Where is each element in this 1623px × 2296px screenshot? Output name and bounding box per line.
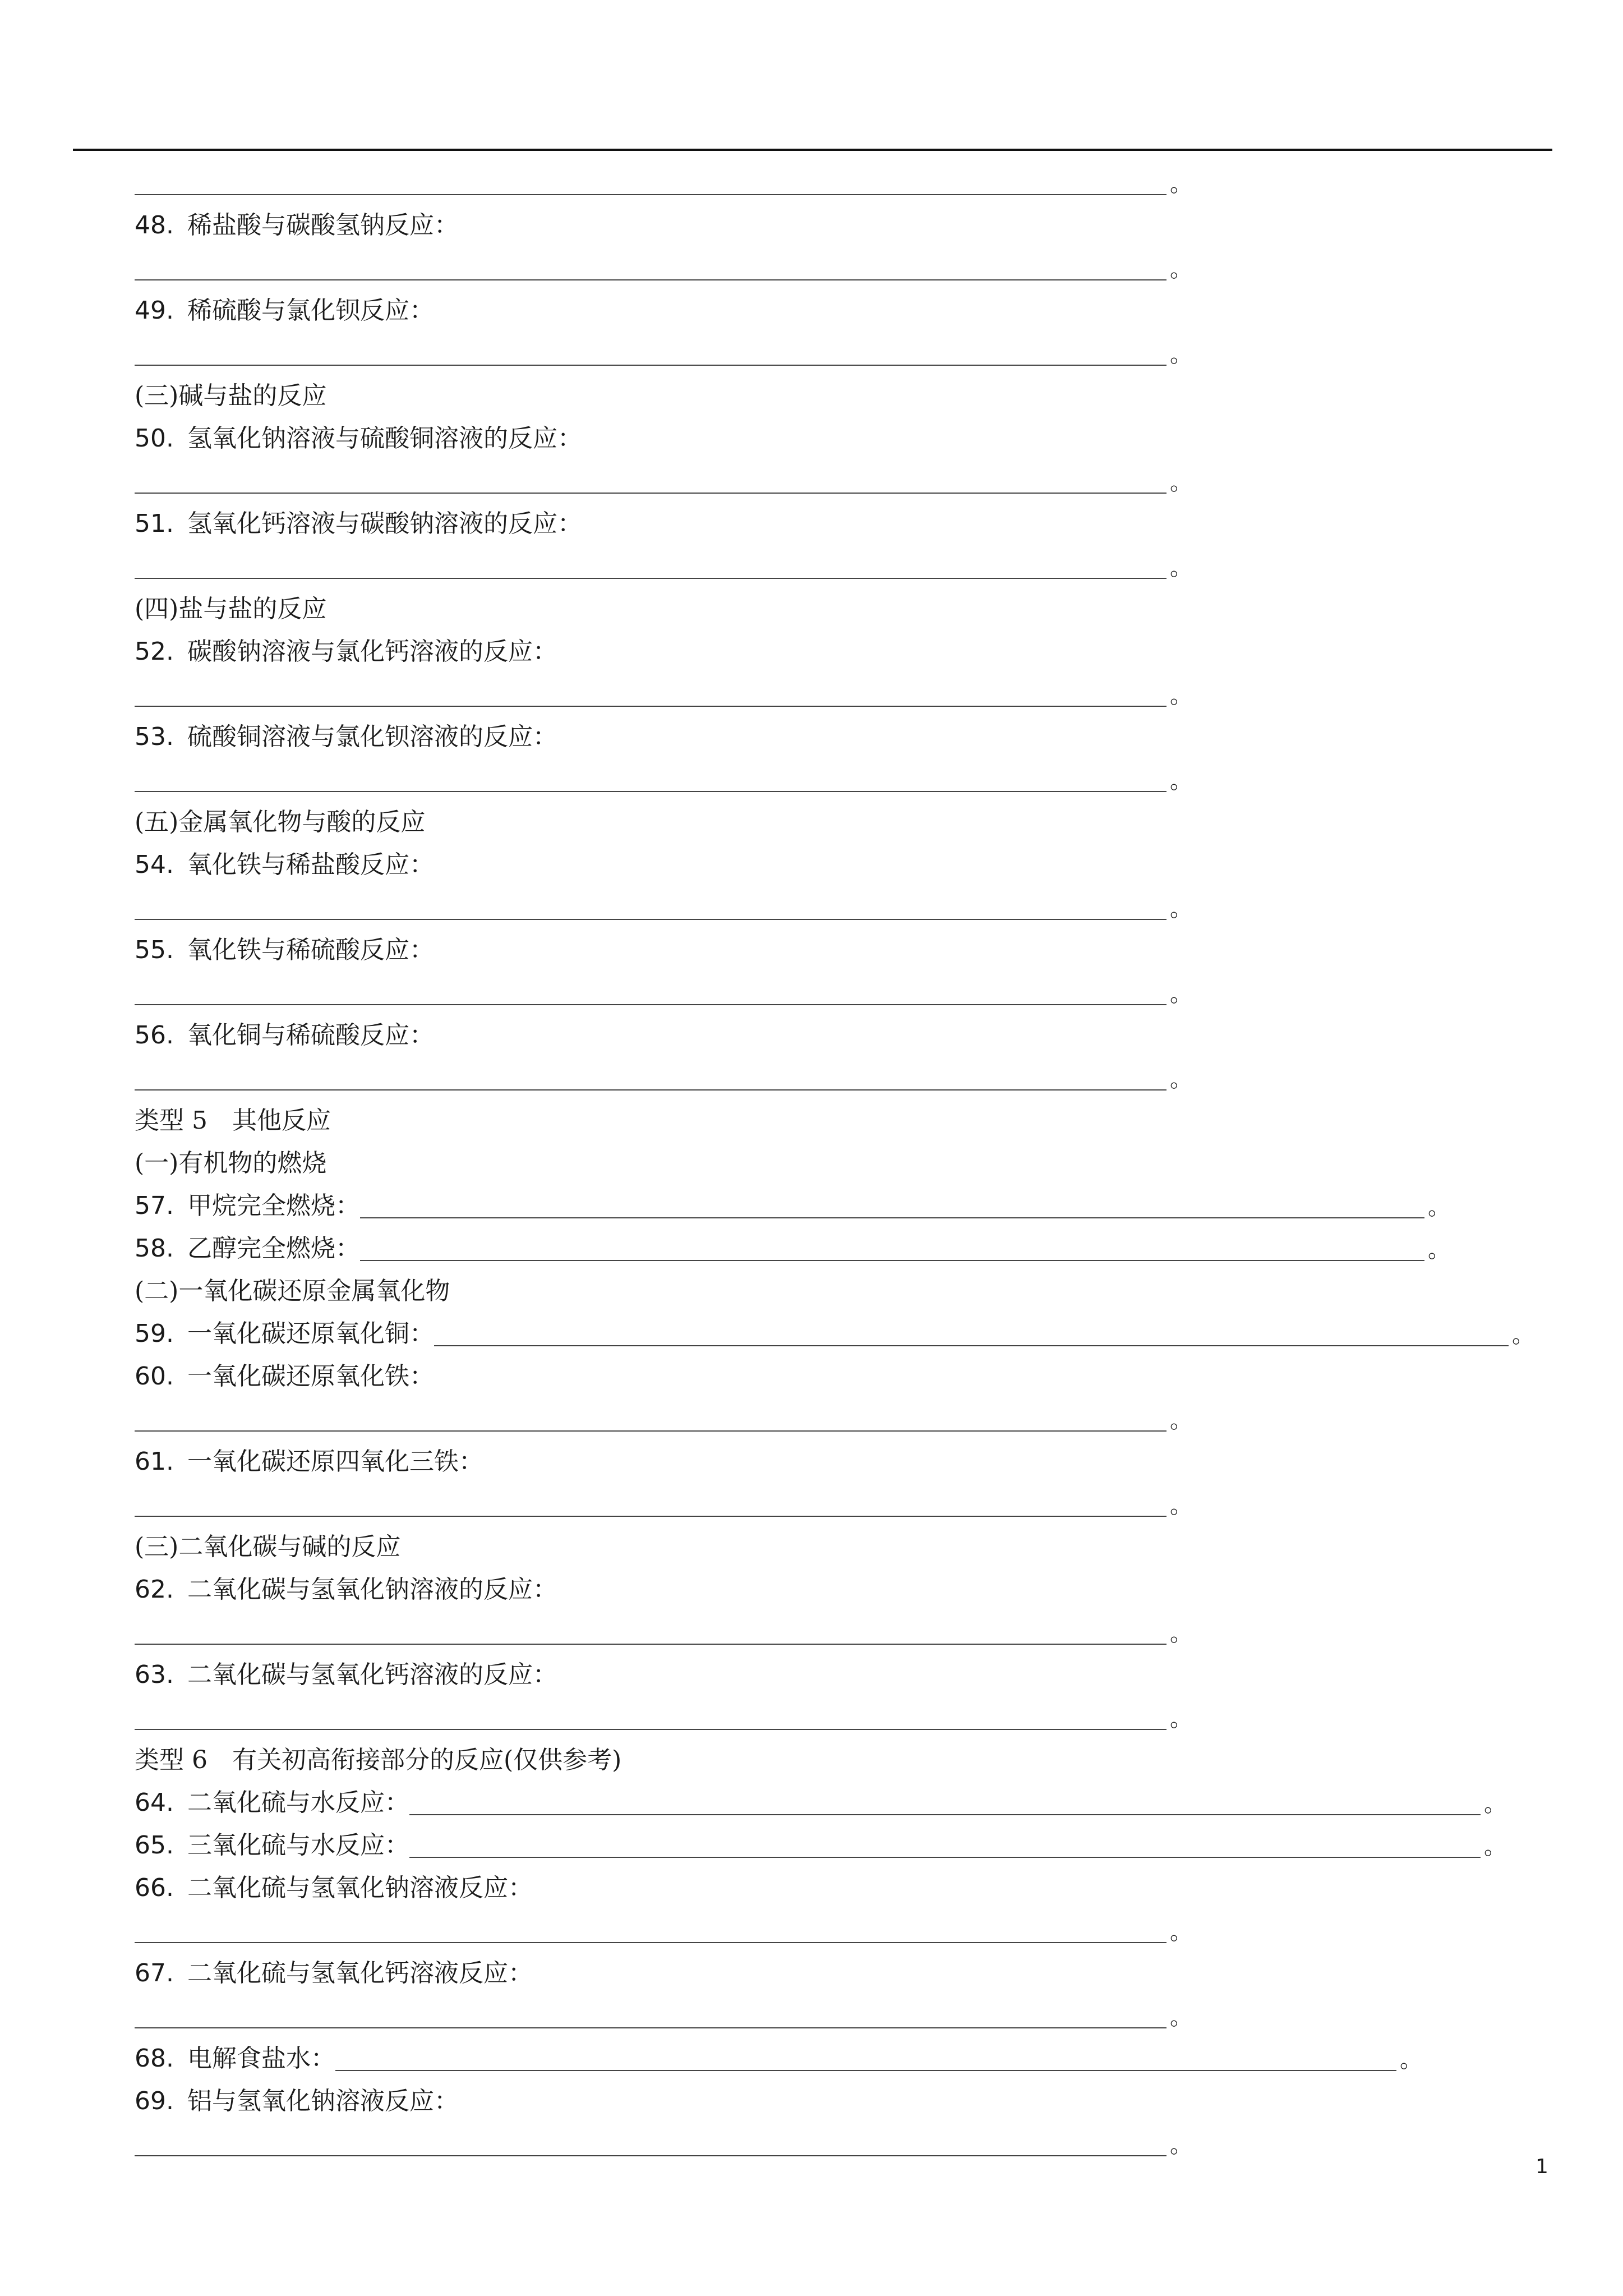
answer-blank[interactable] <box>360 1244 1424 1261</box>
answer-line <box>135 967 1570 1010</box>
answer-line <box>135 1990 1570 2033</box>
answer-end-mark: 。 <box>1170 1066 1192 1092</box>
question-number: 62. <box>135 1575 174 1604</box>
question-number: 63. <box>135 1660 174 1689</box>
answer-end-mark: 。 <box>1170 1706 1192 1732</box>
question-item <box>135 1308 1570 1351</box>
question-item <box>135 1436 1570 1479</box>
answer-line <box>135 669 1570 711</box>
question-text: 氧化铁与稀盐酸反应： <box>187 850 434 879</box>
section-heading <box>135 1734 1570 1777</box>
answer-line <box>135 242 1570 285</box>
question-text: 稀硫酸与氯化钡反应： <box>187 296 434 325</box>
answer-line <box>135 1052 1570 1095</box>
answer-blank[interactable] <box>360 1202 1424 1218</box>
answer-end-mark: 。 <box>1170 470 1192 495</box>
section-heading-text: (一)有机物的燃烧 <box>135 1149 327 1177</box>
answer-blank[interactable] <box>335 2054 1396 2071</box>
question-text: 氢氧化钙溶液与碳酸钠溶液的反应： <box>187 509 582 538</box>
answer-end-mark: 。 <box>1170 171 1192 197</box>
answer-blank[interactable] <box>135 1713 1166 1730</box>
question-text: 稀盐酸与碳酸氢钠反应： <box>187 211 459 240</box>
answer-line <box>135 1393 1570 1436</box>
question-number: 65. <box>135 1831 174 1860</box>
answer-blank[interactable] <box>135 477 1166 494</box>
answer-blank[interactable] <box>135 562 1166 579</box>
answer-end-mark: 。 <box>1170 981 1192 1007</box>
answer-end-mark: 。 <box>1170 1621 1192 1646</box>
section-heading <box>135 583 1570 626</box>
question-item <box>135 711 1570 754</box>
question-number: 58. <box>135 1234 174 1263</box>
answer-blank[interactable] <box>135 1500 1166 1517</box>
answer-line <box>135 1607 1570 1649</box>
section-heading <box>135 1266 1570 1308</box>
answer-end-mark: 。 <box>1170 1493 1192 1519</box>
question-item <box>135 200 1570 242</box>
question-text: 乙醇完全燃烧： <box>187 1234 360 1263</box>
question-item <box>135 498 1570 541</box>
answer-end-mark: 。 <box>1170 342 1192 367</box>
answer-blank[interactable] <box>135 1628 1166 1645</box>
question-number: 67. <box>135 1959 174 1987</box>
question-item <box>135 1180 1570 1223</box>
answer-end-mark: 。 <box>1170 555 1192 581</box>
question-item <box>135 1564 1570 1607</box>
question-number: 54. <box>135 850 174 879</box>
answer-blank[interactable] <box>409 1798 1481 1815</box>
section-heading <box>135 370 1570 413</box>
answer-line <box>135 1479 1570 1521</box>
question-number: 49. <box>135 296 174 325</box>
answer-blank[interactable] <box>135 988 1166 1005</box>
question-number: 52. <box>135 637 174 666</box>
answer-end-mark: 。 <box>1170 1407 1192 1433</box>
answer-line <box>135 882 1570 924</box>
question-text: 一氧化碳还原氧化铜： <box>187 1319 434 1348</box>
question-item <box>135 1649 1570 1692</box>
answer-end-mark: 。 <box>1170 2004 1192 2030</box>
question-text: 二氧化硫与氢氧化钠溶液反应： <box>187 1874 533 1902</box>
question-item <box>135 1351 1570 1393</box>
answer-end-mark: 。 <box>1484 1791 1506 1817</box>
question-number: 69. <box>135 2087 174 2115</box>
worksheet-content <box>135 157 1570 2161</box>
question-text: 二氧化碳与氢氧化钠溶液的反应： <box>187 1575 557 1604</box>
answer-end-mark: 。 <box>1400 2047 1422 2073</box>
answer-line <box>135 157 1570 200</box>
section-heading-text: (二)一氧化碳还原金属氧化物 <box>135 1277 450 1305</box>
question-number: 53. <box>135 723 174 751</box>
section-heading <box>135 1521 1570 1564</box>
answer-line <box>135 541 1570 583</box>
answer-end-mark: 。 <box>1170 2132 1192 2158</box>
section-heading-text: 类型 5 其他反应 <box>135 1106 331 1135</box>
question-item <box>135 1862 1570 1905</box>
answer-end-mark: 。 <box>1170 256 1192 282</box>
answer-end-mark: 。 <box>1170 683 1192 708</box>
section-heading <box>135 1095 1570 1138</box>
question-text: 一氧化碳还原氧化铁： <box>187 1362 434 1391</box>
section-heading-text: (三)二氧化碳与碱的反应 <box>135 1533 401 1561</box>
answer-end-mark: 。 <box>1428 1194 1450 1220</box>
question-number: 64. <box>135 1788 174 1817</box>
question-text: 电解食盐水： <box>187 2044 335 2073</box>
question-item <box>135 2076 1570 2118</box>
answer-line <box>135 1692 1570 1734</box>
answer-line <box>135 455 1570 498</box>
question-item <box>135 924 1570 967</box>
question-number: 57. <box>135 1191 174 1220</box>
question-number: 61. <box>135 1447 174 1476</box>
answer-end-mark: 。 <box>1512 1322 1534 1348</box>
answer-blank[interactable] <box>135 349 1166 366</box>
question-item <box>135 626 1570 669</box>
question-number: 66. <box>135 1874 174 1902</box>
question-text: 氢氧化钠溶液与硫酸铜溶液的反应： <box>187 424 582 453</box>
section-heading-text: (三)碱与盐的反应 <box>135 381 327 410</box>
question-item <box>135 1948 1570 1990</box>
question-item <box>135 1820 1570 1862</box>
answer-blank[interactable] <box>135 1926 1166 1943</box>
page-number: 1 <box>1536 2155 1548 2178</box>
question-number: 68. <box>135 2044 174 2073</box>
answer-blank[interactable] <box>434 1329 1509 1346</box>
question-item <box>135 1777 1570 1820</box>
section-heading <box>135 1138 1570 1180</box>
answer-line <box>135 754 1570 797</box>
question-text: 二氧化硫与水反应： <box>187 1788 409 1817</box>
answer-blank[interactable] <box>135 775 1166 792</box>
section-heading <box>135 797 1570 839</box>
question-text: 碳酸钠溶液与氯化钙溶液的反应： <box>187 637 557 666</box>
answer-blank[interactable] <box>135 2139 1166 2156</box>
answer-blank[interactable] <box>409 1841 1481 1858</box>
question-number: 59. <box>135 1319 174 1348</box>
question-number: 55. <box>135 936 174 964</box>
section-heading-text: 类型 6 有关初高衔接部分的反应(仅供参考) <box>135 1746 622 1774</box>
answer-end-mark: 。 <box>1484 1834 1506 1860</box>
question-number: 51. <box>135 509 174 538</box>
answer-end-mark: 。 <box>1170 896 1192 922</box>
question-number: 56. <box>135 1021 174 1050</box>
question-item <box>135 1010 1570 1052</box>
answer-line <box>135 2118 1570 2161</box>
answer-blank[interactable] <box>135 1415 1166 1432</box>
answer-end-mark: 。 <box>1170 768 1192 794</box>
answer-blank[interactable] <box>135 178 1166 195</box>
question-number: 48. <box>135 211 174 240</box>
question-text: 二氧化硫与氢氧化钙溶液反应： <box>187 1959 533 1987</box>
header-rule <box>73 149 1552 151</box>
question-number: 50. <box>135 424 174 453</box>
question-item <box>135 839 1570 882</box>
section-heading-text: (四)盐与盐的反应 <box>135 595 327 623</box>
question-text: 硫酸铜溶液与氯化钡溶液的反应： <box>187 723 557 751</box>
question-item <box>135 1223 1570 1266</box>
question-text: 铝与氢氧化钠溶液反应： <box>187 2087 459 2115</box>
answer-blank[interactable] <box>135 1074 1166 1091</box>
question-text: 一氧化碳还原四氧化三铁： <box>187 1447 483 1476</box>
answer-end-mark: 。 <box>1428 1237 1450 1263</box>
question-text: 氧化铜与稀硫酸反应： <box>187 1021 434 1050</box>
question-item <box>135 413 1570 455</box>
answer-blank[interactable] <box>135 264 1166 280</box>
section-heading-text: (五)金属氧化物与酸的反应 <box>135 808 426 836</box>
question-text: 二氧化碳与氢氧化钙溶液的反应： <box>187 1660 557 1689</box>
question-item <box>135 285 1570 328</box>
answer-blank[interactable] <box>135 690 1166 707</box>
answer-line <box>135 1905 1570 1948</box>
answer-blank[interactable] <box>135 2012 1166 2028</box>
question-item <box>135 2033 1570 2076</box>
question-text: 氧化铁与稀硫酸反应： <box>187 936 434 964</box>
question-text: 三氧化硫与水反应： <box>187 1831 409 1860</box>
question-number: 60. <box>135 1362 174 1391</box>
answer-blank[interactable] <box>135 903 1166 920</box>
answer-end-mark: 。 <box>1170 1919 1192 1945</box>
answer-line <box>135 328 1570 370</box>
question-text: 甲烷完全燃烧： <box>187 1191 360 1220</box>
